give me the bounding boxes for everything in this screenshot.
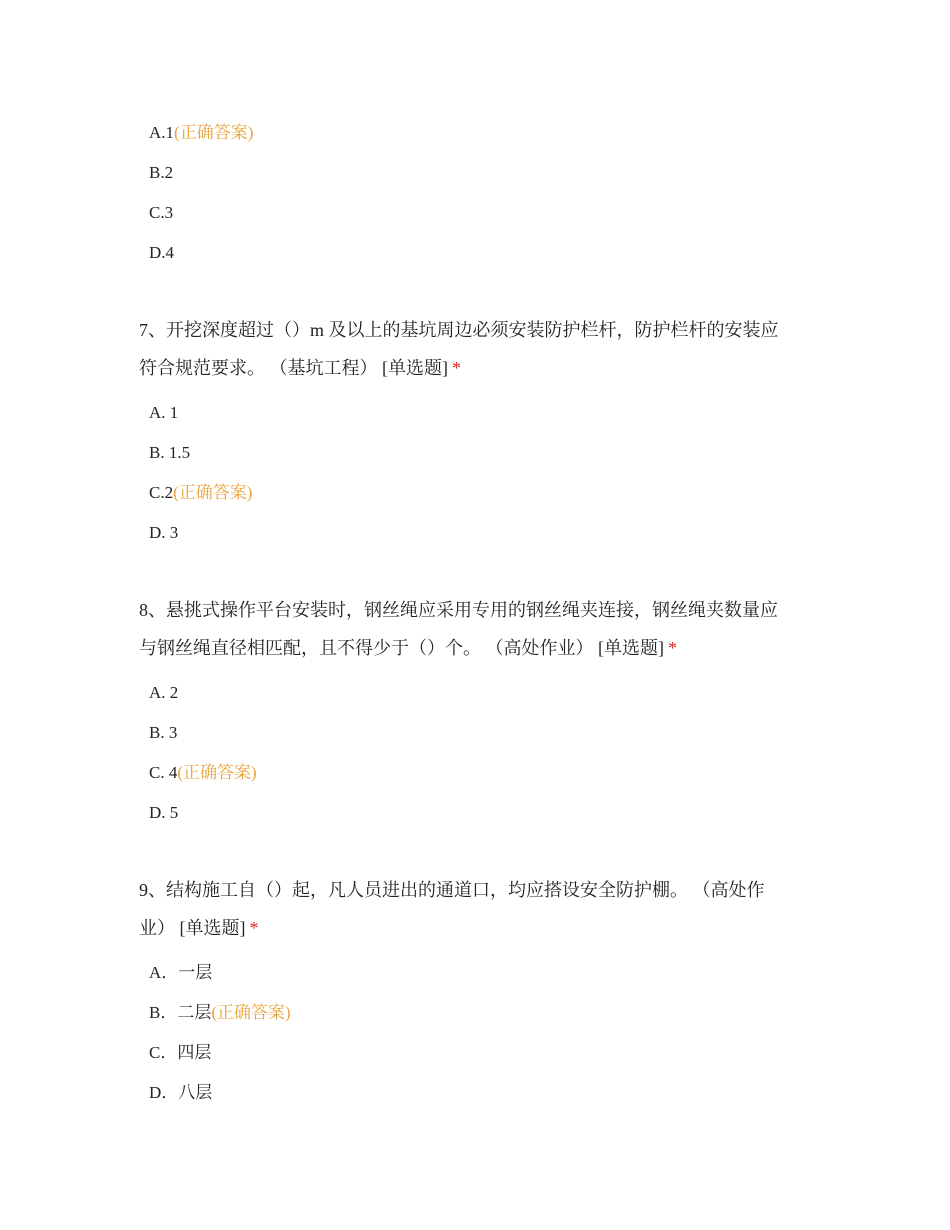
q9-question-text — [139, 871, 819, 947]
q7-question-text — [139, 311, 819, 387]
option-label: D．八层 — [149, 1083, 213, 1102]
required-asterisk: * — [668, 638, 677, 658]
q9-option-d[interactable] — [149, 1082, 212, 1104]
q9-line-2 — [139, 909, 819, 947]
option-label: B．二层 — [149, 1003, 212, 1022]
correct-answer-marker: (正确答案) — [177, 763, 257, 782]
q7-option-d[interactable] — [149, 522, 178, 544]
q9-option-b[interactable] — [149, 1002, 291, 1024]
option-label: B. 3 — [149, 723, 178, 742]
option-label: D. 5 — [149, 803, 179, 822]
required-asterisk: * — [249, 918, 259, 938]
option-label: C.3 — [149, 203, 174, 222]
q6-option-c[interactable] — [149, 202, 173, 224]
option-label: A.1 — [149, 123, 175, 142]
q8-option-a[interactable] — [149, 682, 178, 704]
option-label: C. 4 — [149, 763, 178, 782]
option-label: B.2 — [149, 163, 174, 182]
correct-answer-marker: (正确答案) — [211, 1003, 291, 1022]
option-label: C．四层 — [149, 1043, 212, 1062]
correct-answer-marker: (正确答案) — [173, 483, 253, 502]
q7-option-b[interactable] — [149, 442, 190, 464]
q7-line-2-text: 符合规范要求。 （基坑工程） [单选题] — [139, 358, 448, 378]
q9-option-a[interactable] — [149, 962, 212, 984]
q8-line-2-text: 与钢丝绳直径相匹配，且不得少于（）个。 （高处作业） [单选题] — [139, 638, 664, 658]
q8-line-1: 8、悬挑式操作平台安装时，钢丝绳应采用专用的钢丝绳夹连接，钢丝绳夹数量应 — [139, 600, 778, 620]
q7-line-2 — [139, 349, 819, 387]
q8-option-c[interactable] — [149, 762, 257, 784]
q6-option-b[interactable] — [149, 162, 173, 184]
option-label: A. 2 — [149, 683, 179, 702]
q8-question-text — [139, 591, 819, 667]
q8-option-b[interactable] — [149, 722, 177, 744]
correct-answer-marker: (正确答案) — [174, 123, 254, 142]
option-label: A．一层 — [149, 963, 213, 982]
q7-line-1: 7、开挖深度超过（）m 及以上的基坑周边必须安装防护栏杆，防护栏杆的安装应 — [139, 320, 779, 340]
q8-line-2 — [139, 629, 819, 667]
required-asterisk: * — [452, 358, 461, 378]
q9-line-1: 9、结构施工自（）起，凡人员进出的通道口，均应搭设安全防护棚。 （高处作 — [139, 880, 765, 900]
q9-option-c[interactable] — [149, 1042, 211, 1064]
q7-option-a[interactable] — [149, 402, 178, 424]
option-label: A. 1 — [149, 403, 179, 422]
option-label: D.4 — [149, 243, 175, 262]
q6-option-d[interactable] — [149, 242, 174, 264]
q6-option-a[interactable] — [149, 122, 253, 144]
q8-option-d[interactable] — [149, 802, 178, 824]
q7-option-c[interactable] — [149, 482, 252, 504]
option-label: B. 1.5 — [149, 443, 191, 462]
option-label: C.2 — [149, 483, 174, 502]
option-label: D. 3 — [149, 523, 179, 542]
q9-line-2-text: 业） [单选题] — [139, 918, 246, 938]
